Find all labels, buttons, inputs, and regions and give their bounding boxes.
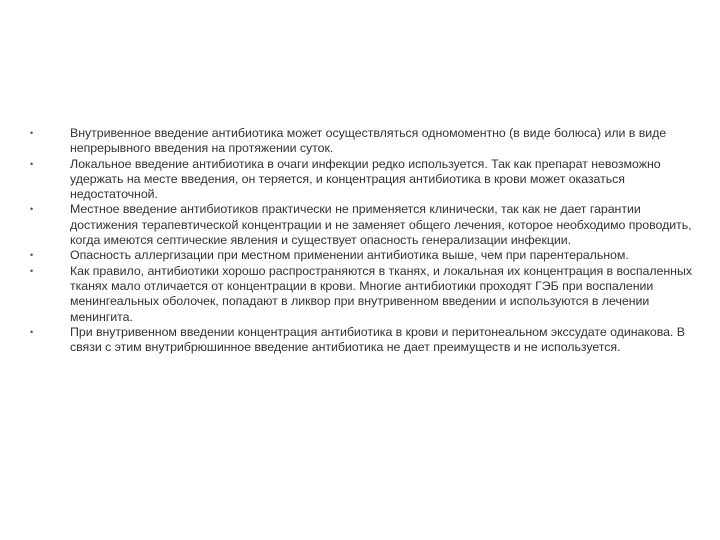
list-item [30,325,712,356]
list-item-text: Локальное введение антибиотика в очаги инфекции редко используется. Так как препарат невозможно удержать на месте введения, он теряется, и концентрация антибиотика в крови может оказаться недостаточной. [70,156,661,202]
bullet-icon: • [30,326,34,337]
list-item-text: Местное введение антибиотиков практически не применяется клинически, так как не дает гарантии достижения терапевтической концентрации и не заменяет общего лечения, которое необходимо проводить, когда имеются септические явления и существует опасность генерализации инфекции. [70,202,692,248]
list-item-text: Внутривенное введение антибиотика может осуществляться одномоментно (в виде болюса) или в виде непрерывного введения на протяжении суток. [70,126,667,156]
list-item [30,264,712,325]
bullet-icon: • [30,128,34,138]
bullet-icon: • [30,250,34,261]
list-item [30,202,712,248]
bullet-list [30,126,712,355]
list-item-text: Опасность аллергизации при местном применении антибиотика выше, чем при парентеральном. [70,248,629,263]
list-item [30,248,712,263]
list-item [30,126,712,157]
bullet-icon: • [30,158,34,169]
bullet-icon: • [30,265,34,276]
list-item-text: При внутривенном введении концентрация антибиотика в крови и перитонеальном экссудате одинакова. В связи с этим внутрибрюшинное введение антибиотика не дает преимуществ и не используется. [70,324,685,355]
list-item [30,157,712,203]
bullet-icon: • [30,204,34,215]
list-item-text: Как правило, антибиотики хорошо распространяются в тканях, и локальная их концентрация в воспаленных тканях мало отличается от концентрации в крови. Многие антибиотики проходят ГЭБ при воспалении менингеальных оболочек, попадают в ликвор при внутривенном введении и используются в лечении менингита. [70,263,692,324]
